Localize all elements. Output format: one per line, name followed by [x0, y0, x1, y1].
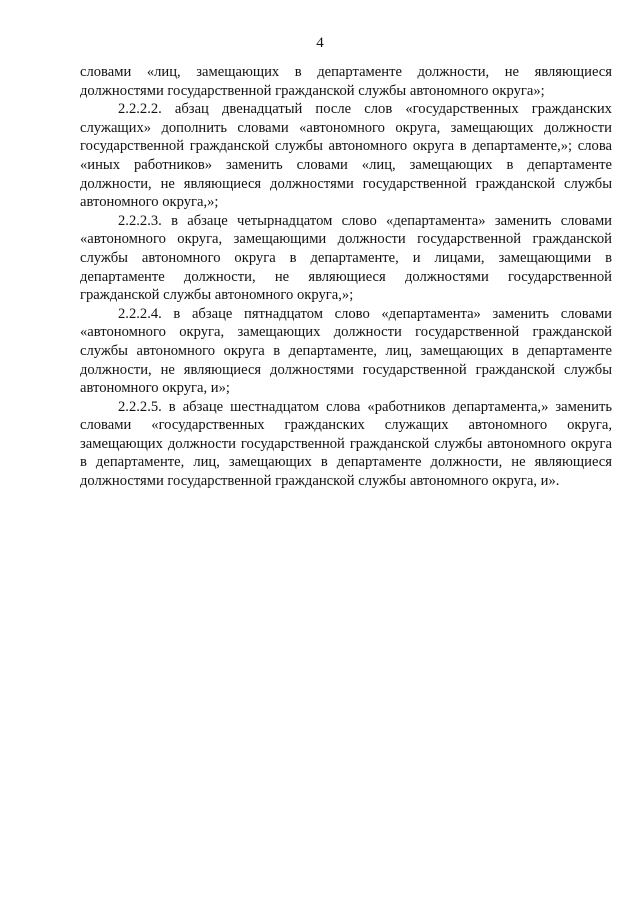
- paragraph-number: 2.2.2.2.: [118, 101, 162, 118]
- paragraph-continuation: [80, 63, 612, 100]
- paragraph-2-2-2-3: [80, 212, 612, 305]
- document-body: [80, 63, 612, 491]
- paragraph-text: в абзаце пятнадцатом слово «департамента» заменить словами «автономного округа, замещающих должности государственной гражданской службы автономного округа в департаменте, лиц, замещающих в департаменте должности, не являющиеся должностями государственной гражданской службы автономного округа, и»;: [80, 305, 612, 397]
- paragraph-number: 2.2.2.3.: [118, 212, 162, 229]
- page-number: 4: [316, 35, 324, 51]
- paragraph-text: в абзаце четырнадцатом слово «департамента» заменить словами «автономного округа, замещающими должности государственной гражданской службы автономного округа в департаменте, и лицами, замещающими в департаменте должности, не являющиеся должностями государственной гражданской службы автономного округа,»;: [80, 212, 612, 304]
- paragraph-number: 2.2.2.5.: [118, 398, 162, 415]
- paragraph-text: абзац двенадцатый после слов «государственных гражданских служащих» дополнить словами «автономного округа, замещающих должности государственной гражданской службы автономного округа в департаменте,»; слова «иных работников» заменить словами «лиц, замещающих в департаменте должности, не являющиеся должностями государственной гражданской службы автономного округа,»;: [80, 101, 612, 211]
- paragraph-2-2-2-2: [80, 100, 612, 212]
- paragraph-text: словами «лиц, замещающих в департаменте должности, не являющиеся должностями государственной гражданской службы автономного округа»;: [80, 64, 612, 99]
- paragraph-2-2-2-5: [80, 398, 612, 491]
- paragraph-2-2-2-4: [80, 305, 612, 398]
- paragraph-text: в абзаце шестнадцатом слова «работников департамента,» заменить словами «государственных гражданских служащих автономного округа, замещающих должности государственной гражданской службы автономного округа в департаменте, лиц, замещающих в департаменте должности, не являющиеся должностями государственной гражданской службы автономного округа, и».: [80, 398, 612, 490]
- paragraph-number: 2.2.2.4.: [118, 305, 162, 322]
